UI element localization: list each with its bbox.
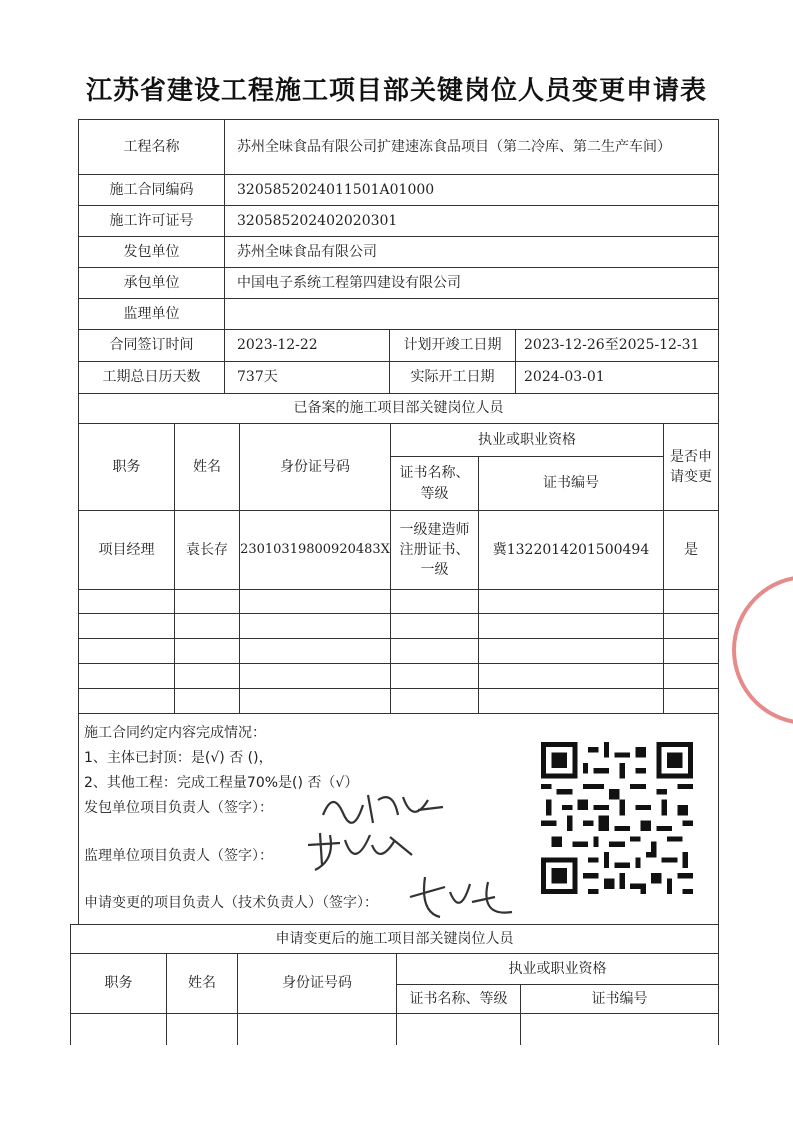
employer-sign-label: 发包单位项目负责人（签字）： bbox=[84, 800, 273, 816]
sign-date-label: 合同签订时间 bbox=[78, 329, 225, 362]
filed-col-name: 姓名 bbox=[174, 423, 240, 511]
applicant-signature bbox=[400, 872, 520, 927]
new-col-id: 身份证号码 bbox=[237, 953, 397, 1014]
new-empty-row bbox=[237, 1013, 397, 1045]
empty-row bbox=[390, 688, 479, 714]
empty-row bbox=[239, 613, 391, 639]
employer-label: 发包单位 bbox=[78, 236, 225, 268]
applicant-sign-label: 申请变更的项目负责人（技术负责人）（签字）： bbox=[84, 895, 378, 911]
project-name-label: 工程名称 bbox=[78, 119, 225, 175]
contract-no-value: 3205852024011501A01000 bbox=[224, 174, 719, 206]
empty-row bbox=[174, 638, 240, 664]
qr-code bbox=[541, 742, 693, 894]
filed-row-name: 袁长存 bbox=[174, 510, 240, 590]
filed-row-cert-no: 冀1322014201500494 bbox=[478, 510, 664, 590]
empty-row bbox=[174, 589, 240, 614]
filed-col-id: 身份证号码 bbox=[239, 423, 391, 511]
supervisor-value bbox=[224, 298, 719, 330]
permit-no-value: 320585202402020301 bbox=[224, 205, 719, 237]
empty-row bbox=[663, 688, 719, 714]
filed-row-id: 23010319800920483X bbox=[239, 510, 391, 590]
filed-row-cert-name: 一级建造师注册证书、一级 bbox=[390, 510, 479, 590]
empty-row bbox=[478, 613, 664, 639]
new-empty-row bbox=[70, 1013, 167, 1045]
new-col-name: 姓名 bbox=[166, 953, 238, 1014]
empty-row bbox=[478, 638, 664, 664]
contract-no-label: 施工合同编码 bbox=[78, 174, 225, 206]
new-col-cert-no: 证书编号 bbox=[520, 984, 719, 1014]
filed-col-cert-no: 证书编号 bbox=[478, 456, 664, 511]
empty-row bbox=[174, 663, 240, 689]
empty-row bbox=[478, 589, 664, 614]
supervisor-sign-label: 监理单位项目负责人（签字）： bbox=[84, 848, 273, 864]
empty-row bbox=[174, 613, 240, 639]
filed-row-position: 项目经理 bbox=[78, 510, 175, 590]
plan-dates-label: 计划开竣工日期 bbox=[389, 329, 516, 362]
empty-row bbox=[663, 663, 719, 689]
form-title: 江苏省建设工程施工项目部关键岗位人员变更申请表 bbox=[85, 76, 707, 106]
empty-row bbox=[78, 688, 175, 714]
empty-row bbox=[239, 688, 391, 714]
empty-row bbox=[663, 589, 719, 614]
project-name-value: 苏州全味食品有限公司扩建速冻食品项目（第二冷库、第二生产车间） bbox=[224, 119, 719, 175]
plan-dates-value: 2023-12-26至2025-12-31 bbox=[515, 329, 719, 362]
employer-value: 苏州全味食品有限公司 bbox=[224, 236, 719, 268]
empty-row bbox=[478, 663, 664, 689]
empty-row bbox=[78, 638, 175, 664]
empty-row bbox=[239, 589, 391, 614]
filed-col-position: 职务 bbox=[78, 423, 175, 511]
empty-row bbox=[663, 613, 719, 639]
duration-value: 737天 bbox=[224, 361, 390, 394]
new-empty-row bbox=[396, 1013, 521, 1045]
empty-row bbox=[390, 613, 479, 639]
empty-row bbox=[478, 688, 664, 714]
empty-row bbox=[78, 589, 175, 614]
filed-row-change: 是 bbox=[663, 510, 719, 590]
filed-col-cert-name: 证书名称、等级 bbox=[390, 456, 479, 511]
completion-heading: 施工合同约定内容完成情况： bbox=[84, 725, 266, 741]
supervisor-label: 监理单位 bbox=[78, 298, 225, 330]
new-empty-row bbox=[166, 1013, 238, 1045]
new-col-qualification: 执业或职业资格 bbox=[396, 953, 719, 985]
company-seal bbox=[732, 575, 793, 725]
completion-line-1: 1、主体已封顶：是(√) 否 ()， bbox=[84, 750, 273, 766]
sign-date-value: 2023-12-22 bbox=[224, 329, 390, 362]
empty-row bbox=[239, 663, 391, 689]
filed-col-change: 是否申请变更 bbox=[663, 423, 719, 511]
empty-row bbox=[390, 663, 479, 689]
contractor-value: 中国电子系统工程第四建设有限公司 bbox=[224, 267, 719, 299]
new-col-cert-name: 证书名称、等级 bbox=[396, 984, 521, 1014]
filed-col-qualification: 执业或职业资格 bbox=[390, 423, 664, 457]
empty-row bbox=[239, 638, 391, 664]
actual-start-label: 实际开工日期 bbox=[389, 361, 516, 394]
empty-row bbox=[390, 638, 479, 664]
new-col-position: 职务 bbox=[70, 953, 167, 1014]
contractor-label: 承包单位 bbox=[78, 267, 225, 299]
duration-label: 工期总日历天数 bbox=[78, 361, 225, 394]
new-section-heading: 申请变更后的施工项目部关键岗位人员 bbox=[70, 924, 719, 954]
completion-line-2: 2、其他工程：完成工程量70%是() 否（√） bbox=[84, 775, 359, 791]
permit-no-label: 施工许可证号 bbox=[78, 205, 225, 237]
empty-row bbox=[663, 638, 719, 664]
actual-start-value: 2024-03-01 bbox=[515, 361, 719, 394]
filed-section-heading: 已备案的施工项目部关键岗位人员 bbox=[78, 393, 719, 424]
empty-row bbox=[390, 589, 479, 614]
empty-row bbox=[78, 613, 175, 639]
new-empty-row bbox=[520, 1013, 719, 1045]
empty-row bbox=[174, 688, 240, 714]
empty-row bbox=[78, 663, 175, 689]
